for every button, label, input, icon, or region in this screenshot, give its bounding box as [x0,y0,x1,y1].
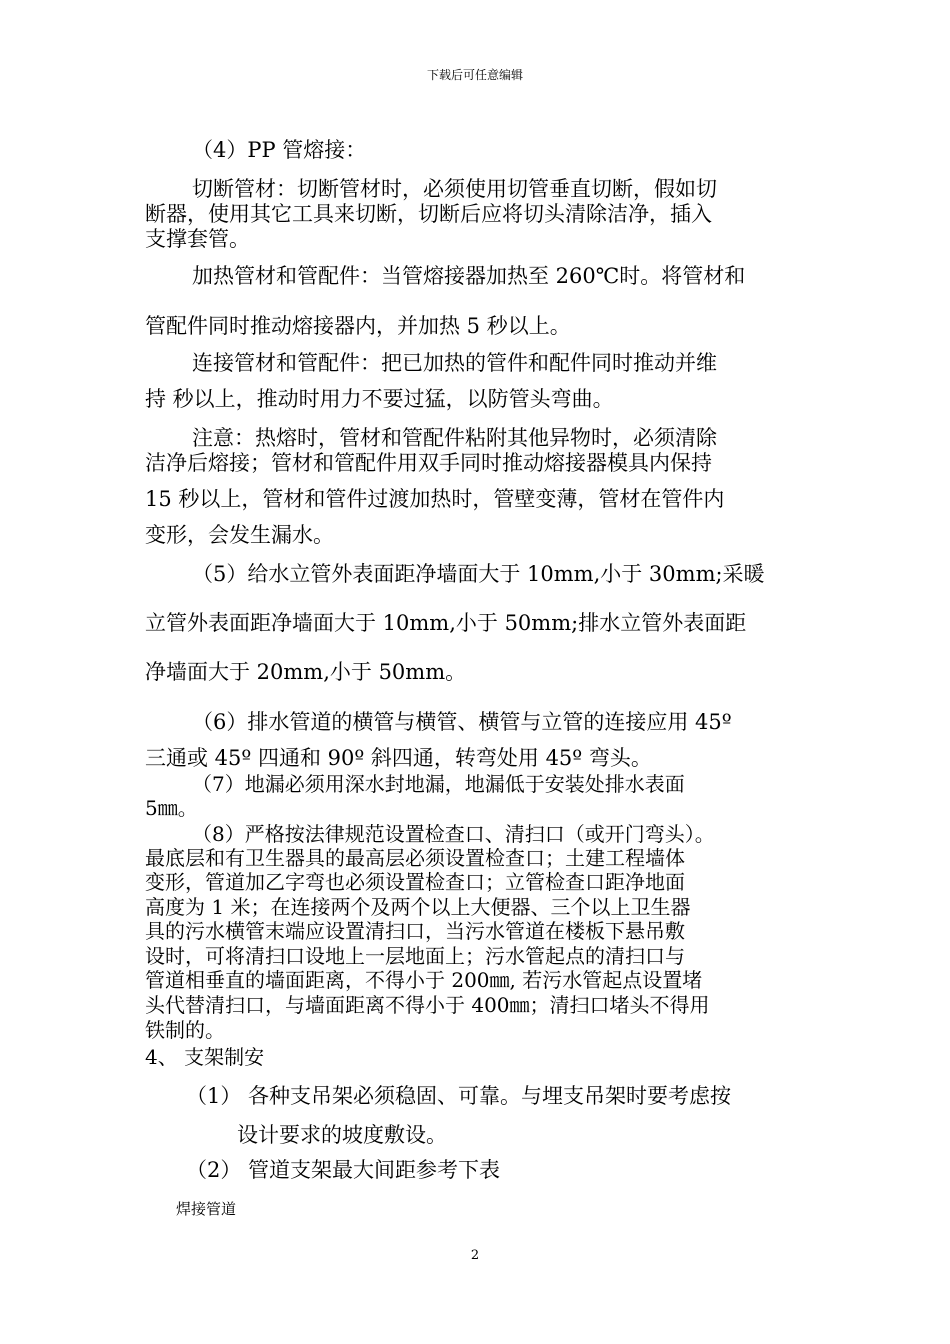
paragraph-line: 支撑套管。 [145,227,250,251]
list-item-continuation: 设计要求的坡度敷设。 [237,1123,447,1147]
paragraph-line: 切断管材：切断管材时，必须使用切管垂直切断，假如切 [192,177,717,201]
paragraph-line: 持 秒以上，推动时用力不要过猛，以防管头弯曲。 [145,387,614,411]
paragraph-line: 注意：热熔时，管材和管配件粘附其他异物时，必须清除 [192,426,717,450]
paragraph-line: 净墙面大于 20mm,小于 50mm。 [145,660,467,684]
table-caption: 焊接管道 [176,1200,237,1218]
paragraph-line: 设时，可将清扫口设地上一层地面上；污水管起点的清扫口与 [145,944,685,968]
page-header: 下载后可任意编辑 [426,68,523,82]
paragraph-line: 最底层和有卫生器具的最高层必须设置检查口；土建工程墙体 [145,846,685,870]
paragraph-line: 铁制的。 [145,1018,225,1042]
paragraph-line: 立管外表面距净墙面大于 10mm,小于 50mm;排水立管外表面距 [145,611,747,635]
paragraph-line: 断器，使用其它工具来切断，切断后应将切头清除洁净，插入 [145,202,712,226]
page-number: 2 [470,1248,480,1263]
paragraph-line: 头代替清扫口，与墙面距离不得小于 400㎜；清扫口堵头不得用 [145,993,710,1017]
paragraph-line: 变形，管道加乙字弯也必须设置检查口；立管检查口距净地面 [145,870,685,894]
paragraph-line: 连接管材和管配件：把已加热的管件和配件同时推动并维 [192,351,717,375]
paragraph-line: 具的污水横管末端应设置清扫口，当污水管道在楼板下悬吊敷 [145,919,685,943]
paragraph-line: （6）排水管道的横管与横管、横管与立管的连接应用 45º [192,710,732,734]
section-heading: 4、 支架制安 [145,1045,265,1069]
paragraph-line: 高度为 1 米；在连接两个及两个以上大便器、三个以上卫生器 [145,895,691,919]
list-item: （2） 管道支架最大间距参考下表 [186,1158,501,1182]
paragraph-line: 加热管材和管配件：当管熔接器加热至 260℃时。将管材和 [192,264,746,288]
paragraph-line: （7）地漏必须用深水封地漏，地漏低于安装处排水表面 [192,772,685,796]
section-heading: （4）PP 管熔接： [192,138,367,162]
paragraph-line: 变形，会发生漏水。 [145,523,334,547]
paragraph-line: 洁净后熔接；管材和管配件用双手同时推动熔接器模具内保持 [145,451,712,475]
list-item: （1） 各种支吊架必须稳固、可靠。与埋支吊架时要考虑按 [186,1084,732,1108]
paragraph-line: 管道相垂直的墙面距离，不得小于 200㎜, 若污水管起点设置堵 [145,968,703,992]
paragraph-line: （5）给水立管外表面距净墙面大于 10mm,小于 30mm;采暖 [192,562,765,586]
paragraph-line: 管配件同时推动熔接器内，并加热 5 秒以上。 [145,314,571,338]
paragraph-line: 5㎜。 [145,796,198,820]
paragraph-line: 三通或 45º 四通和 90º 斜四通，转弯处用 45º 弯头。 [145,746,652,770]
paragraph-line: （8）严格按法律规范设置检查口、清扫口（或开门弯头）。 [192,822,715,846]
paragraph-line: 15 秒以上，管材和管件过渡加热时，管壁变薄，管材在管件内 [145,487,725,511]
